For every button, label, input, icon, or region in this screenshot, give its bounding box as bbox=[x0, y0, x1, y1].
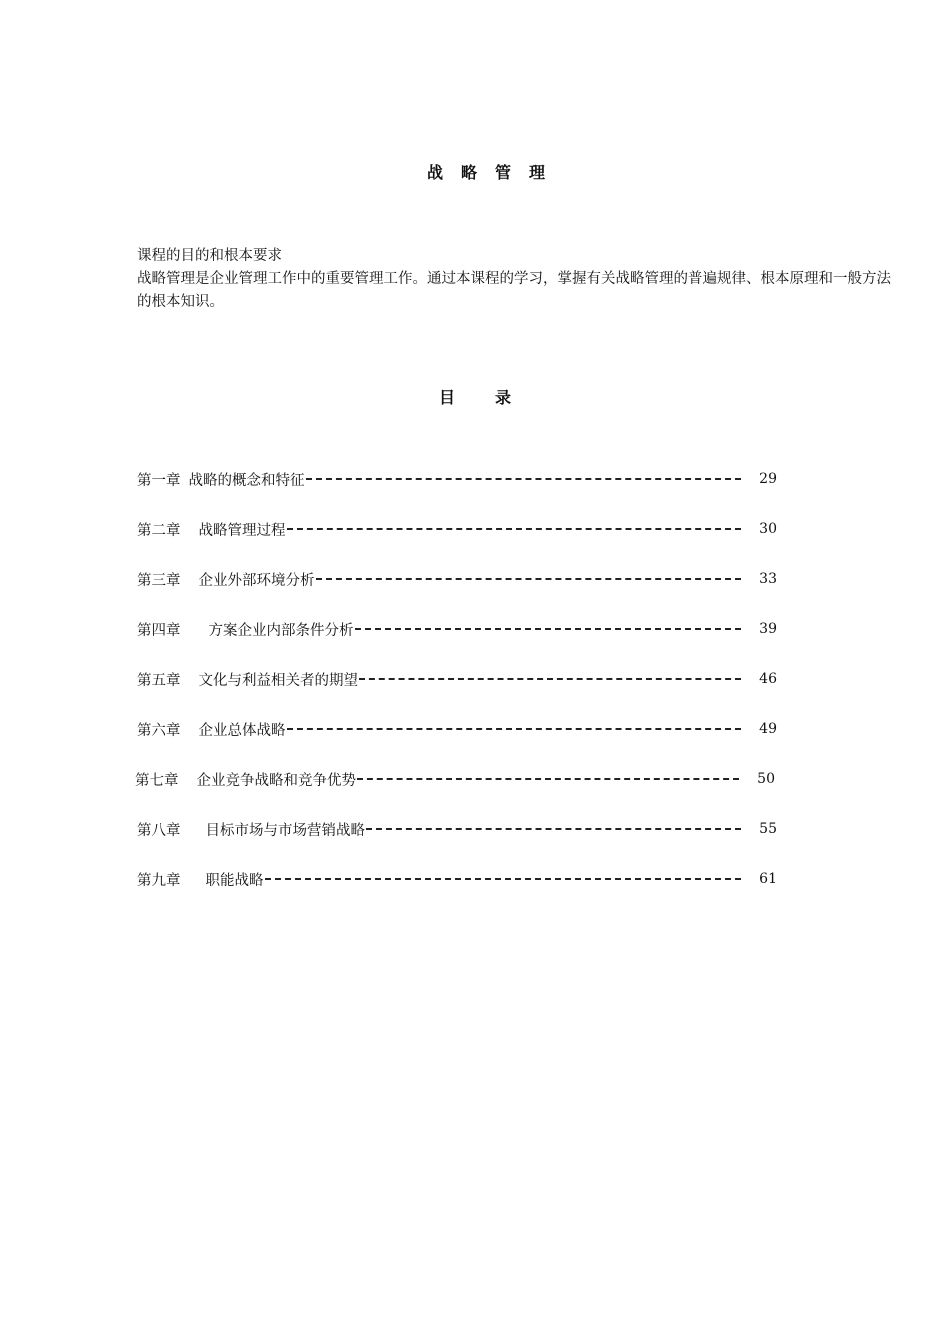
toc-page-number: 29 bbox=[759, 471, 777, 487]
toc-entry bbox=[137, 517, 777, 541]
toc-chapter-title: 企业总体战略 bbox=[198, 722, 286, 739]
toc-chapter-number: 第三章 bbox=[137, 572, 181, 589]
toc-chapter-title: 企业外部环境分析 bbox=[198, 572, 315, 589]
toc-chapter-title: 文化与利益相关者的期望 bbox=[198, 672, 358, 689]
toc-chapter-number: 第八章 bbox=[137, 822, 181, 839]
toc-entry bbox=[137, 617, 777, 641]
toc-leader-dots bbox=[306, 478, 742, 480]
toc-leader-dots bbox=[287, 528, 742, 530]
toc-chapter-number: 第四章 bbox=[137, 622, 181, 639]
intro-section bbox=[137, 245, 897, 314]
toc-leader-dots bbox=[357, 778, 739, 780]
document-title: 战略管理 bbox=[426, 163, 563, 182]
toc-entry bbox=[137, 867, 777, 891]
toc-page-number: 30 bbox=[759, 521, 777, 537]
toc-entry bbox=[135, 767, 775, 791]
toc-chapter-number: 第六章 bbox=[137, 722, 181, 739]
toc-leader-dots bbox=[359, 678, 741, 680]
toc-chapter-number: 第五章 bbox=[137, 672, 181, 689]
toc-entry bbox=[137, 717, 777, 741]
toc-entry bbox=[137, 817, 777, 841]
toc-chapter-number: 第一章 bbox=[137, 472, 181, 489]
toc-page-number: 61 bbox=[759, 871, 777, 887]
toc-page-number: 33 bbox=[759, 571, 777, 587]
toc-page-number: 46 bbox=[759, 671, 777, 687]
toc-entry bbox=[137, 667, 777, 691]
toc-leader-dots bbox=[366, 828, 741, 830]
toc-leader-dots bbox=[316, 578, 742, 580]
toc-page-number: 50 bbox=[757, 771, 775, 787]
toc-leader-dots bbox=[287, 728, 742, 730]
toc-chapter-title: 企业竞争战略和竞争优势 bbox=[196, 772, 356, 789]
toc-title: 目录 bbox=[438, 388, 551, 407]
toc-page-number: 55 bbox=[759, 821, 777, 837]
toc-leader-dots bbox=[355, 628, 742, 630]
toc-chapter-title: 战略的概念和特征 bbox=[188, 472, 305, 489]
intro-body: 战略管理是企业管理工作中的重要管理工作。通过本课程的学习，掌握有关战略管理的普遍规律、根本原理和一般方法的根本知识。 bbox=[137, 271, 891, 310]
toc-chapter-title: 方案企业内部条件分析 bbox=[208, 622, 354, 639]
toc-chapter-number: 第二章 bbox=[137, 522, 181, 539]
toc-chapter-title: 职能战略 bbox=[205, 872, 264, 889]
toc-chapter-title: 战略管理过程 bbox=[198, 522, 286, 539]
intro-heading: 课程的目的和根本要求 bbox=[137, 248, 282, 264]
toc-entry bbox=[137, 467, 777, 491]
toc-page-number: 49 bbox=[759, 721, 777, 737]
toc-chapter-title: 目标市场与市场营销战略 bbox=[205, 822, 365, 839]
toc-leader-dots bbox=[265, 878, 742, 880]
toc-chapter-number: 第七章 bbox=[135, 772, 179, 789]
toc-chapter-number: 第九章 bbox=[137, 872, 181, 889]
toc-entry bbox=[137, 567, 777, 591]
toc-page-number: 39 bbox=[759, 621, 777, 637]
